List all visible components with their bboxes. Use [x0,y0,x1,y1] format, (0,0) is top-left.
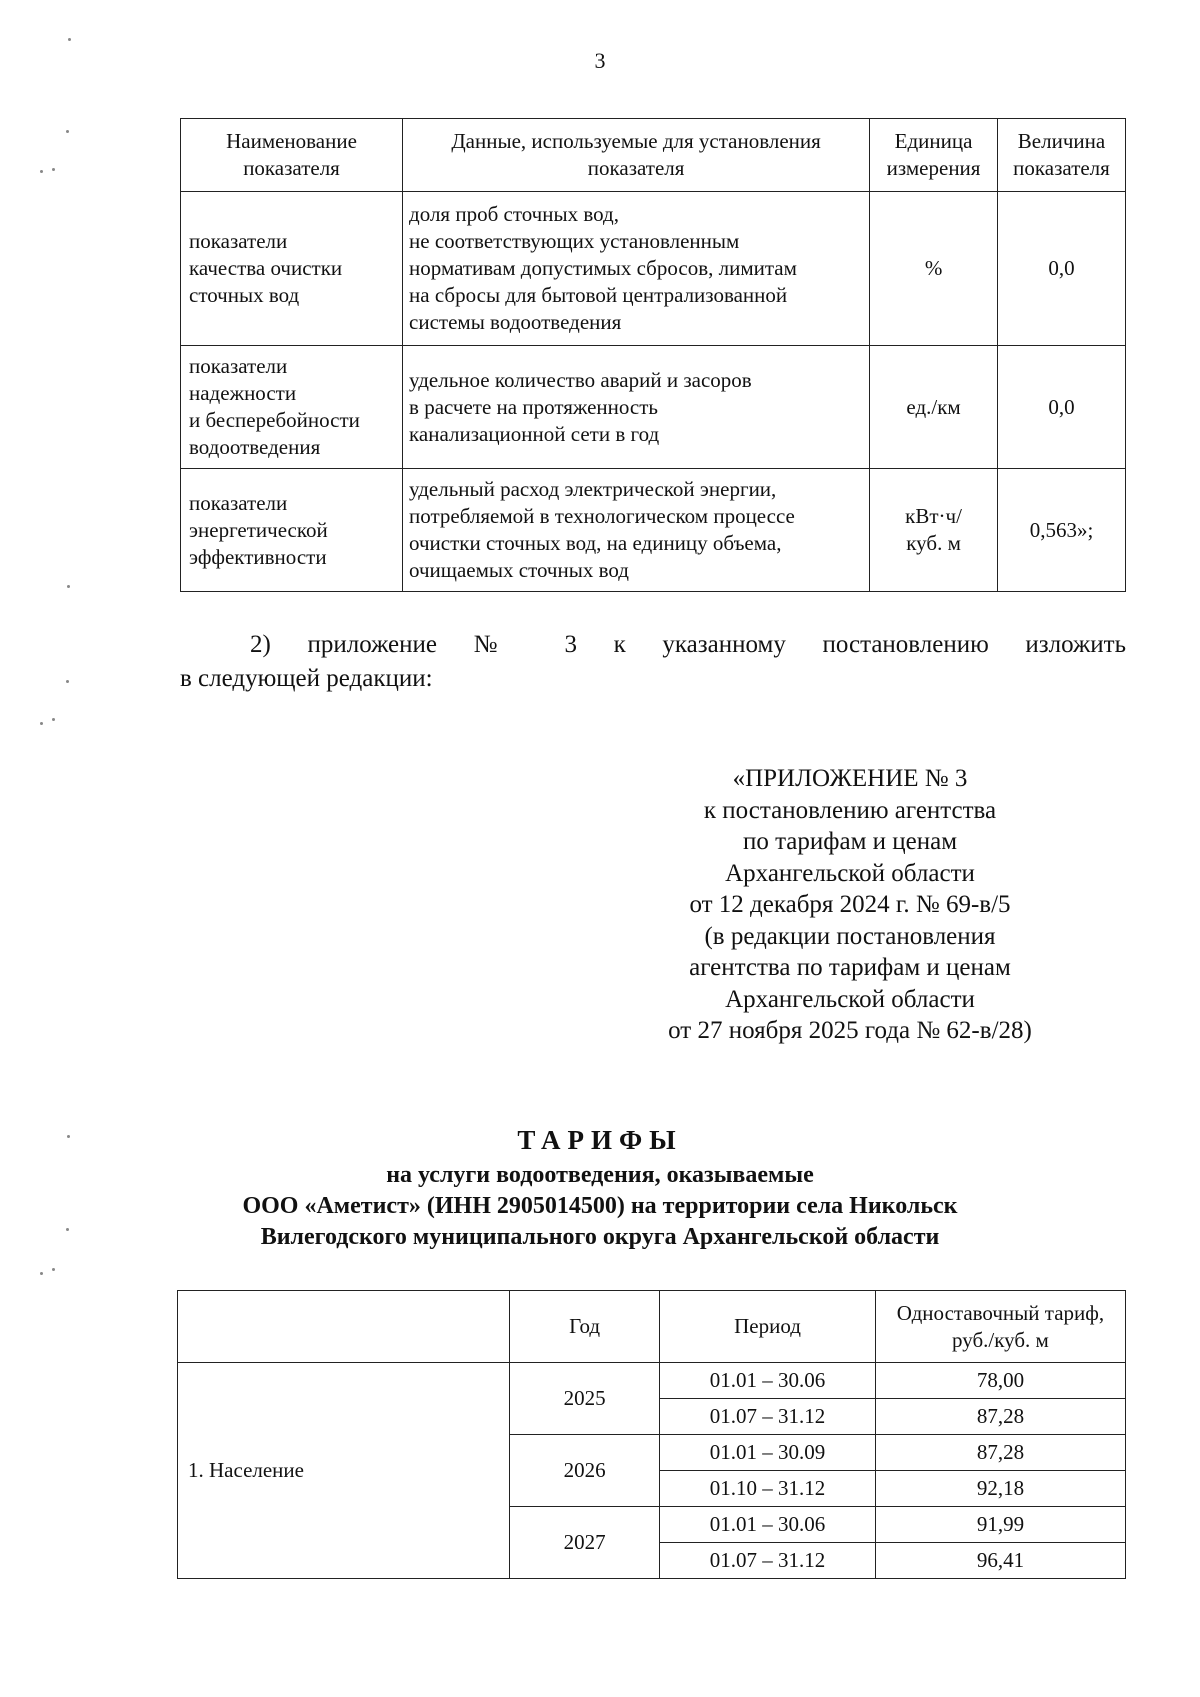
scan-speck [40,722,43,725]
text-line: доля проб сточных вод, [409,202,619,226]
year-cell: 2027 [510,1507,660,1579]
text-line: и бесперебойности [189,408,360,432]
tariff-title-line: Вилегодского муниципального округа Архангельской области [260,1224,940,1250]
header-value: Величина показателя [998,119,1126,192]
appendix-line: к постановлению агентства [703,796,997,824]
text-line: нормативам допустимых сбросов, лимитам [409,256,797,280]
text-line: эффективности [189,544,327,569]
indicator-unit [870,469,998,592]
tariff-cell: 78,00 [875,1363,1125,1399]
text-line: очистки сточных вод, на единицу объема, [409,531,782,555]
text-line: показатели [189,354,288,378]
appendix-line: Архангельской области [725,985,975,1013]
text-line: показатели [189,490,288,515]
indicator-data [403,192,870,346]
tariff-title-line: ООО «Аметист» (ИНН 2905014500) на территории села Никольск [242,1193,958,1219]
text-line: куб. м [906,531,961,555]
scan-speck [40,170,43,173]
text-line: качества очистки [189,256,343,280]
text-line: системы водоотведения [409,310,622,334]
scan-speck [52,1268,55,1271]
period-cell: 01.07 – 31.12 [660,1543,876,1579]
header-tariff: Одноставочный тариф, руб./куб. м [875,1291,1125,1363]
text-line: ед./км [906,394,961,419]
scan-speck [68,38,71,41]
appendix-line: (в редакции постановления [704,922,996,950]
scan-speck [52,168,55,171]
header-indicator-name: Наименование показателя [181,119,403,192]
indicator-unit [870,346,998,469]
period-cell: 01.07 – 31.12 [660,1399,876,1435]
period-cell: 01.01 – 30.06 [660,1507,876,1543]
amendment-paragraph [180,628,1126,696]
text-line: кВт·ч/ [905,504,962,528]
indicator-unit [870,192,998,346]
scan-speck [66,680,69,683]
tariff-cell: 87,28 [875,1435,1125,1471]
indicator-value: 0,563»; [998,469,1126,592]
indicators-header-row [181,119,1126,192]
appendix-line: от 12 декабря 2024 г. № 69-в/5 [689,891,1011,918]
appendix-header [600,763,1100,1047]
indicator-data [403,346,870,469]
indicator-data [403,469,870,592]
indicator-name [181,192,403,346]
text-line: удельный расход электрической энергии, [409,477,777,501]
scan-speck [40,1272,43,1275]
text-line: сточных вод [189,283,300,307]
header-period: Период [660,1291,876,1363]
period-cell: 01.10 – 31.12 [660,1471,876,1507]
year-cell: 2026 [510,1435,660,1507]
year-cell: 2025 [510,1363,660,1435]
header-unit: Единица измерения [870,119,998,192]
scan-speck [66,1228,69,1231]
header-year: Год [510,1291,660,1363]
header-consumer [178,1291,510,1363]
table-row [181,469,1126,592]
scan-speck [67,585,70,588]
text-line: показатели [189,229,288,253]
header-indicator-data: Данные, используемые для установления показателя [403,119,870,192]
text-line: % [924,256,943,280]
appendix-line: агентства по тарифам и ценам [689,954,1011,981]
text-line: удельное количество аварий и засоров [409,367,752,392]
appendix-line: от 27 ноября 2025 года № 62-в/28) [668,1017,1032,1044]
scan-speck [52,718,55,721]
tariff-cell: 92,18 [875,1471,1125,1507]
indicators-table [180,118,1126,592]
tariff-cell: 87,28 [875,1399,1125,1435]
text-line: очищаемых сточных вод [409,558,629,582]
table-row [178,1363,1126,1399]
appendix-line: Архангельской области [725,859,975,887]
indicator-value: 0,0 [998,346,1126,469]
tariff-cell: 91,99 [875,1507,1125,1543]
text-line: не соответствующих установленным [409,229,740,253]
paragraph-line: 2) приложение № 3 к указанному постановлению изложить [250,631,1126,658]
indicator-value: 0,0 [998,192,1126,346]
page-number: 3 [594,48,606,73]
scan-speck [66,130,69,133]
tariff-title-line: на услуги водоотведения, оказываемые [386,1162,814,1188]
tariff-table [177,1290,1126,1579]
table-row [181,346,1126,469]
consumer-cell: 1. Население [178,1363,510,1579]
tariff-title-main: ТАРИФЫ [517,1125,683,1155]
text-line: надежности [189,381,297,405]
indicator-name [181,469,403,592]
table-row [181,192,1126,346]
text-line: в расчете на протяженность [409,394,659,419]
scan-speck [67,1135,70,1138]
text-line: канализационной сети в год [409,421,660,446]
tariff-cell: 96,41 [875,1543,1125,1579]
period-cell: 01.01 – 30.09 [660,1435,876,1471]
text-line: энергетической [189,517,328,542]
period-cell: 01.01 – 30.06 [660,1363,876,1399]
text-line: потребляемой в технологическом процессе [409,504,795,528]
tariff-title [0,1120,1200,1253]
appendix-line: по тарифам и ценам [742,828,958,855]
tariff-header-row [178,1291,1126,1363]
text-line: водоотведения [189,435,321,459]
indicator-name [181,346,403,469]
paragraph-line: в следующей редакции: [180,665,433,692]
appendix-line: «ПРИЛОЖЕНИЕ № 3 [732,765,968,792]
text-line: на сбросы для бытовой централизованной [409,283,788,307]
